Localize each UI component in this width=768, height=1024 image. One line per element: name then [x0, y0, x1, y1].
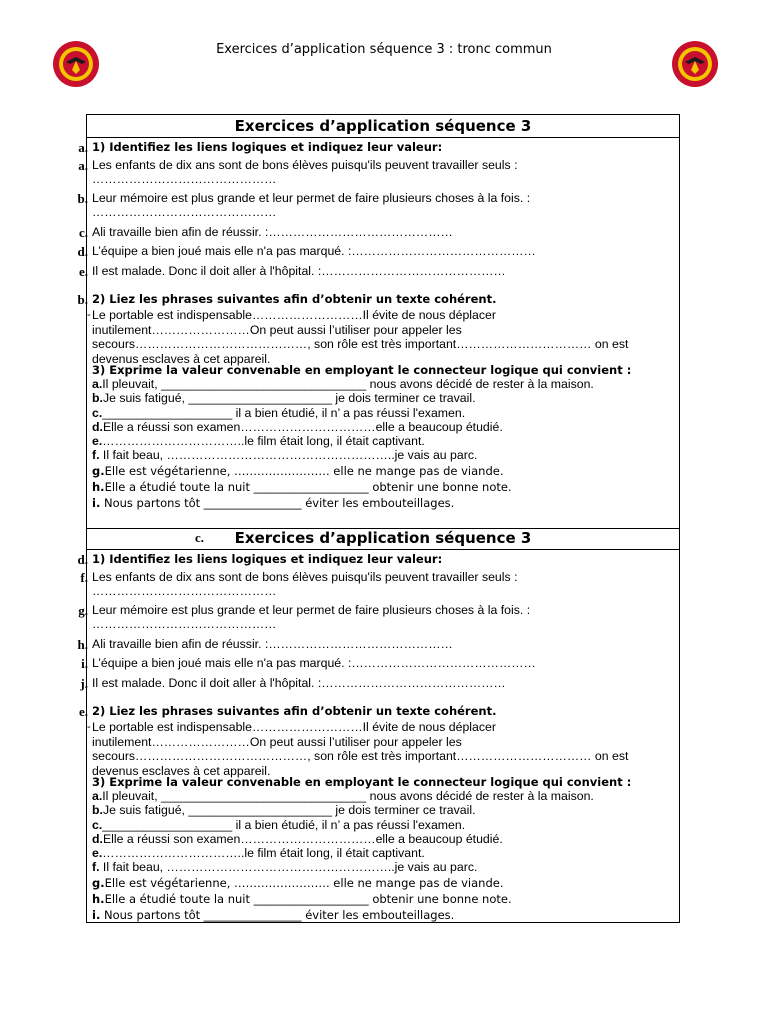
q3-item: d.Elle a réussi son examen……………………………elle a beaucoup étudié. [92, 831, 503, 846]
list-marker: e. [78, 264, 88, 279]
sheet-title: Exercices d’application séquence 3 [87, 115, 679, 138]
q3-item: h.Elle a étudié toute la nuit ____________________ obtenir une bonne note. [92, 892, 512, 906]
school-logo-icon [671, 40, 719, 88]
dash-marker: - [87, 721, 91, 733]
q2-text-line: devenus esclaves à cet appareil. [92, 763, 271, 778]
q3-item: e.……………………………..le film était long, il était captivant. [92, 846, 425, 861]
q3-item: d.Elle a réussi son examen……………………………elle a beaucoup étudié. [92, 419, 503, 434]
q1-item-line1: L’équipe a bien joué mais elle n'a pas marqué. :……………………………………… [92, 244, 536, 258]
q1-item-line1: Ali travaille bien afin de réussir. :……………………………………… [92, 225, 453, 239]
q3-item: f. Il fait beau, ………………………………………………..je vais au parc. [92, 448, 478, 463]
q1-item-line1: Il est malade. Donc il doit aller à l'hôpital. :……………………………………… [92, 676, 506, 690]
q3-item: b.Je suis fatigué, _____________________ je dois terminer ce travail. [92, 803, 476, 818]
q1-item-line1: Ali travaille bien afin de réussir. :……………………………………… [92, 637, 453, 651]
list-marker: c. [195, 530, 205, 545]
q2-text-line: Le portable est indispensable………………………Il évite de nous déplacer [92, 308, 496, 322]
page-header-title: Exercices d’application séquence 3 : tronc commun [216, 42, 552, 57]
question-3-title: 3) Exprime la valeur convenable en employant le connecteur logique qui convient : [92, 775, 632, 789]
q3-item: a.Il pleuvait, ______________________________ nous avons décidé de rester à la maison. [92, 789, 594, 803]
exercise-sheet [77, 114, 680, 529]
list-marker: d. [77, 552, 88, 567]
q1-item-line1: Il est malade. Donc il doit aller à l'hôpital. :……………………………………… [92, 264, 506, 278]
question-1-title: 1) Identifiez les liens logiques et indiquez leur valeur: [92, 140, 443, 154]
question-2-title: 2) Liez les phrases suivantes afin d’obtenir un texte cohérent. [92, 292, 497, 306]
list-marker: j. [80, 676, 88, 691]
list-marker: e. [78, 704, 88, 719]
list-marker: a. [78, 140, 88, 155]
q1-item-line2: ……………………………………… [92, 172, 277, 186]
q1-item-line1: Les enfants de dix ans sont de bons élèves puisqu'ils peuvent travailler seuls : [92, 158, 518, 172]
q2-text-line: devenus esclaves à cet appareil. [92, 351, 271, 366]
list-marker: h. [77, 637, 88, 652]
list-marker: g. [78, 603, 88, 618]
q3-item: c.___________________ il a bien étudié, il n’ a pas réussi l'examen. [92, 817, 466, 832]
q1-item-line2: ……………………………………… [92, 584, 277, 598]
q3-item: g.Elle est végétarienne, ……………………. elle ne mange pas de viande. [92, 464, 504, 478]
q3-item: a.Il pleuvait, ______________________________ nous avons décidé de rester à la maison. [92, 377, 594, 391]
q1-item-line1: L’équipe a bien joué mais elle n'a pas marqué. :……………………………………… [92, 656, 536, 670]
list-marker: a. [78, 158, 88, 173]
q3-item: i. Nous partons tôt _________________ éviter les embouteillages. [92, 908, 455, 922]
question-2-title: 2) Liez les phrases suivantes afin d’obtenir un texte cohérent. [92, 704, 497, 718]
list-marker: b. [77, 292, 88, 307]
q2-text-line: secours……………………………………, son rôle est très important…………………………… on est [92, 337, 629, 351]
q3-item: e.……………………………..le film était long, il était captivant. [92, 434, 425, 449]
q1-item-line1: Leur mémoire est plus grande et leur permet de faire plusieurs choses à la fois. : [92, 603, 531, 617]
list-marker: i. [81, 656, 88, 671]
dash-marker: - [87, 309, 91, 321]
list-marker: c. [78, 225, 88, 240]
question-1-title: 1) Identifiez les liens logiques et indiquez leur valeur: [92, 552, 443, 566]
list-marker: d. [77, 244, 88, 259]
q3-item: f. Il fait beau, ………………………………………………..je vais au parc. [92, 860, 478, 875]
q3-item: h.Elle a étudié toute la nuit ____________________ obtenir une bonne note. [92, 480, 512, 494]
q3-item: c.___________________ il a bien étudié, il n’ a pas réussi l'examen. [92, 405, 466, 420]
question-3-title: 3) Exprime la valeur convenable en employant le connecteur logique qui convient : [92, 363, 632, 377]
sheet-title: Exercices d’application séquence 3 [234, 529, 532, 547]
q3-item: i. Nous partons tôt _________________ éviter les embouteillages. [92, 496, 455, 510]
school-logo-icon [52, 40, 100, 88]
q3-item: g.Elle est végétarienne, ……………………. elle ne mange pas de viande. [92, 876, 504, 890]
q2-text-line: Le portable est indispensable………………………Il évite de nous déplacer [92, 720, 496, 734]
list-marker: b. [77, 191, 88, 206]
q1-item-line1: Les enfants de dix ans sont de bons élèves puisqu'ils peuvent travailler seuls : [92, 570, 518, 584]
exercise-sheet [77, 527, 680, 923]
q3-item: b.Je suis fatigué, _____________________ je dois terminer ce travail. [92, 391, 476, 406]
q2-text-line: secours……………………………………, son rôle est très important…………………………… on est [92, 749, 629, 763]
q1-item-line2: ……………………………………… [92, 617, 277, 631]
q1-item-line1: Leur mémoire est plus grande et leur permet de faire plusieurs choses à la fois. : [92, 191, 531, 205]
q2-text-line: inutilement……………………On peut aussi l’utiliser pour appeler les [92, 322, 462, 337]
list-marker: f. [80, 570, 88, 585]
q2-text-line: inutilement……………………On peut aussi l’utiliser pour appeler les [92, 734, 462, 749]
q1-item-line2: ……………………………………… [92, 205, 277, 219]
